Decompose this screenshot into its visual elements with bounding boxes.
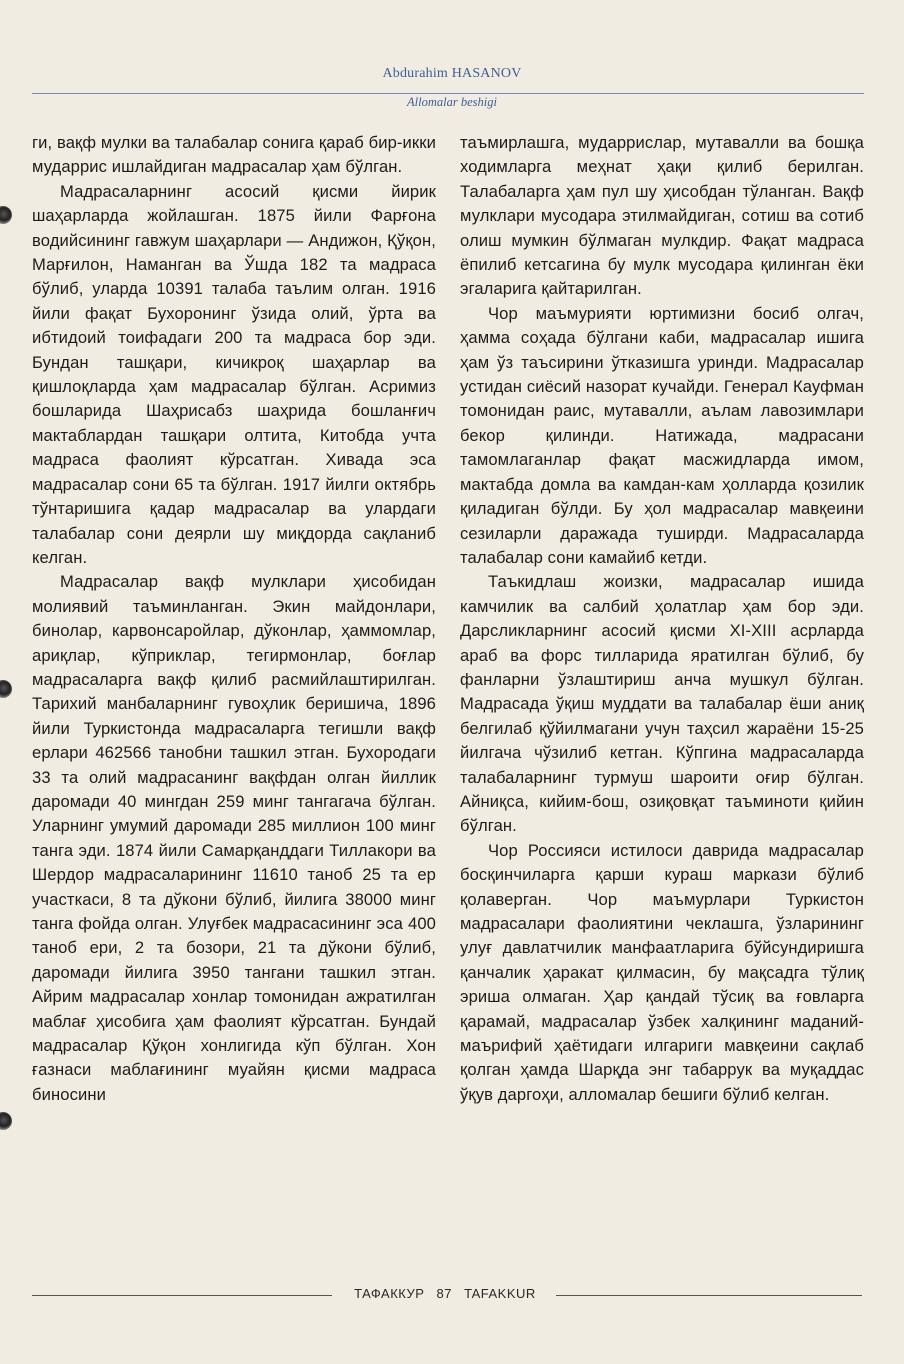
punch-hole — [0, 680, 12, 698]
paragraph: Мадрасаларнинг асосий қисми йирик шаҳарларда жойлашган. 1875 йили Фарғона водийсининг гавжум шаҳарлари — Андижон, Қўқон, Марғилон, Наманган ва Ўшда 182 та мадраса бўлиб, уларда 10391 талаба таълим олган. 1916 йили фақат Бухоронинг ўзида олий, ўрта ва ибтидоий тоифадаги 200 та мадраса бор эди. Бундан ташқари, кичикроқ шаҳарлар ва қишлоқларда ҳам мадрасалар бўлган. Асримиз бошларида Шаҳрисабз шаҳрида бошланғич мактаблардан ташқари олтита, Китобда учта мадраса фаолият кўрсатган. Хивада эса мадрасалар сони 65 та бўлган. 1917 йилги октябрь тўнтаришига қадар мадрасалар ва улардаги талабалар сони деярли шу миқдорда сақланиб келган. — [32, 181, 436, 567]
footer-word-latin: TAFAKKUR — [464, 1286, 536, 1301]
paragraph: Чор маъмурияти юртимизни босиб олгач, ҳамма соҳада бўлгани каби, мадрасалар ишига ҳам ўз таъсирини ўтказишга уринди. Мадрасалар устидан сиёсий назорат кучайди. Генерал Кауфман томонидан раис, мутавалли, аълам лавозимлари бекор қилинди. Натижада, мадрасани тамомлаганлар фақат масжидларда имом, мактабда домла ва камдан-кам ҳолларда қозилик қиладиган бўлди. Бу ҳол мадрасалар мавқеини сезиларли даражада туширди. Мадрасаларда талабалар сони камайиб кетди. — [460, 303, 864, 567]
footer-label — [340, 1286, 550, 1301]
page-footer — [0, 1286, 904, 1306]
right-column — [460, 131, 864, 1107]
running-header — [0, 66, 904, 82]
left-column — [32, 131, 436, 1107]
paragraph: таъмирлашга, мударрислар, мутавалли ва бошқа ходимларга меҳнат ҳақи қилиб берилган. Талабаларга ҳам пул шу ҳисобдан тўланган. Вақф мулклари мусодара этилмайдиган, сотиш ва сотиб олиш мумкин бўлмаган мулкдир. Фақат мадраса ёпилиб кетсагина бу мулк мусодара қилинган ёки эгаларига қайтарилган. — [460, 133, 864, 299]
paragraph: Таъкидлаш жоизки, мадрасалар ишида камчилик ва салбий ҳолатлар ҳам бор эди. Дарсликларнинг асосий қисми XI-XIII асрларда араб ва форс тилларида яратилган бўлиб, бу фанларни ўзлаштириш анча мушкул бўлган. Мадрасада ўқиш муддати ва талабалар ёши аниқ белгилаб қўйилмагани учун таҳсил жараёни 15-25 йилгача чўзилиб кетган. Кўпгина мадрасаларда талабаларнинг турмуш шароити оғир бўлган. Айниқса, кийим-бош, озиқовқат таъминоти қийин бўлган. — [460, 572, 864, 836]
footer-word-cyrillic: ТАФАККУР — [354, 1286, 425, 1301]
footer-rule — [32, 1295, 332, 1296]
header-subtitle: Allomalar beshigi — [407, 95, 497, 109]
header-author: Abdurahim HASANOV — [382, 66, 522, 81]
punch-hole — [0, 206, 12, 224]
punch-hole — [0, 1112, 12, 1130]
paragraph: ги, вақф мулки ва талабалар сонига қараб бир-икки мударрис ишлайдиган мадрасалар ҳам бўлган. — [32, 133, 436, 177]
paragraph: Чор Россияси истилоси даврида мадрасалар босқинчиларга қарши кураш маркази бўлиб қолаверган. Чор маъмурлари Туркистон мадрасалари фаолиятини чеклашга, ўзларининг улуғ давлатчилик манфаатларига бўйсундиришга қанчалик ҳаракат қилмасин, бу мақсадга тўлиқ эриша олмаган. Ҳар қандай тўсиқ ва ғовларга қарамай, мадрасалар ўзбек халқининг маданий-маърифий ҳаётидаги илгариги мавқеини сақлаб қолган ҳамда Шарқда энг табаррук ва муқаддас ўқув даргоҳи, алломалар бешиги бўлиб келган. — [460, 840, 864, 1104]
page-number: 87 — [436, 1286, 453, 1301]
header-divider — [32, 93, 864, 94]
paragraph: Мадрасалар вақф мулклари ҳисобидан молиявий таъминланган. Экин майдонлари, бинолар, карвонсаройлар, дўконлар, ҳаммомлар, ариқлар, кўприклар, тегирмонлар, боғлар мадрасаларга вақф қилиб расмийлаштирилган. Тарихий манбаларнинг гувоҳлик беришича, 1896 йили Туркистонда мадрасаларга тегишли вақф ерлари 462566 танобни ташкил этган. Бухородаги 33 та олий мадрасанинг вақфдан олган йиллик даромади 40 мингдан 259 минг тангагача бўлган. Уларнинг умумий даромади 285 миллион 100 минг танга эди. 1874 йили Самарқанддаги Тиллакори ва Шердор мадрасаларининг 11610 таноб 25 та ер участкаси, 8 та дўкони бўлиб, йилига 38000 минг танга фойда олган. Улуғбек мадрасасининг эса 400 таноб ери, 2 та бозори, 21 та дўкони бўлиб, даромади йилига 3950 тангани ташкил этган. Айрим мадрасалар хонлар томонидан ажратилган маблағ ҳисобига ҳам фаолият кўрсатган. Бундай мадрасалар Қўқон хонлигида кўп бўлган. Хон ғазнаси маблағининг муайян қисми мадраса биносини — [32, 572, 436, 1104]
footer-rule — [556, 1295, 862, 1296]
